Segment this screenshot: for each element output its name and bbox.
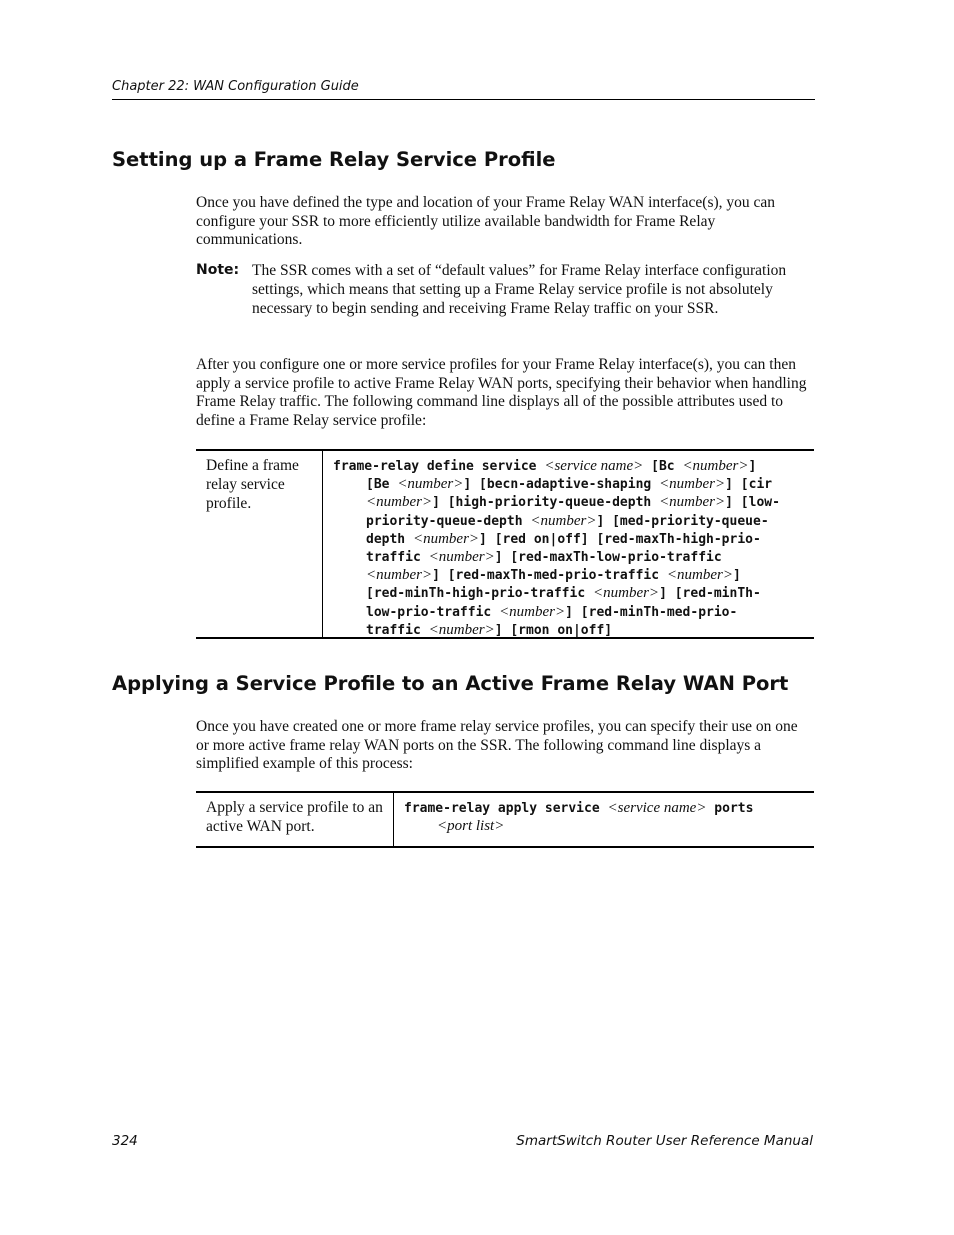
command-description: Apply a service profile to an active WAN port. — [196, 793, 394, 846]
section-title-service-profile: Setting up a Frame Relay Service Profile — [112, 148, 556, 171]
syntax-argument: <number> — [397, 476, 464, 493]
running-header — [112, 79, 815, 100]
section-title-apply-profile: Applying a Service Profile to an Active Frame Relay WAN Port — [112, 672, 789, 695]
define-service-command-table — [196, 449, 814, 639]
syntax-line — [333, 584, 780, 602]
intro-paragraph: Once you have defined the type and location of your Frame Relay WAN interface(s), you can configure your SSR to more efficiently utilize available bandwidth for Frame Relay communications. — [196, 194, 776, 249]
syntax-keyword: ] [red-minTh-med-prio- — [565, 604, 738, 620]
syntax-keyword: [Bc — [643, 459, 683, 474]
syntax-keyword: ] [red-maxTh-low-prio-traffic — [494, 550, 722, 566]
syntax-argument: <number> — [659, 476, 726, 493]
manual-title: SmartSwitch Router User Reference Manual — [516, 1133, 813, 1149]
syntax-keyword: priority-queue-depth — [366, 513, 531, 529]
syntax-argument: <number> — [666, 567, 733, 584]
chapter-title: Chapter 22: WAN Configuration Guide — [112, 79, 359, 94]
syntax-argument: <number> — [412, 530, 480, 547]
syntax-line — [404, 799, 753, 817]
syntax-argument: <number> — [428, 549, 495, 566]
syntax-argument: <number> — [428, 621, 495, 638]
note-label: Note: — [196, 262, 240, 278]
syntax-keyword: traffic — [366, 550, 429, 566]
syntax-keyword: ] [red-maxTh-med-prio-traffic — [432, 568, 667, 584]
syntax-keyword: traffic — [366, 622, 429, 638]
syntax-keyword: ] — [748, 459, 757, 474]
syntax-argument: <number> — [592, 585, 660, 602]
syntax-keyword: ] [rmon on|off] — [494, 622, 613, 638]
syntax-argument: <number> — [530, 512, 597, 529]
syntax-line — [333, 603, 780, 621]
syntax-keyword: ] [becn-adaptive-shaping — [463, 477, 660, 493]
syntax-keyword: depth — [366, 531, 413, 547]
syntax-argument: <port list> — [437, 818, 505, 835]
syntax-keyword: low-prio-traffic — [366, 604, 500, 620]
page-number: 324 — [112, 1133, 138, 1149]
syntax-line — [333, 621, 780, 639]
syntax-line — [333, 530, 780, 548]
syntax-line — [333, 566, 780, 584]
syntax-argument: <number> — [659, 494, 726, 511]
syntax-keyword: ports — [706, 801, 754, 816]
syntax-keyword: ] — [732, 568, 741, 584]
syntax-keyword: ] [low- — [725, 495, 780, 511]
syntax-keyword: ] [red-minTh- — [659, 586, 761, 602]
command-description: Define a frame relay service profile. — [196, 451, 323, 637]
syntax-line — [333, 475, 780, 493]
syntax-argument: <service name> — [607, 800, 707, 816]
syntax-keyword: [red-minTh-high-prio-traffic — [366, 586, 593, 602]
syntax-argument: <number> — [682, 458, 749, 474]
syntax-line — [333, 493, 780, 511]
syntax-keyword: ] [cir — [725, 477, 773, 493]
syntax-keyword: [Be — [366, 477, 398, 493]
syntax-line — [333, 548, 780, 566]
profile-paragraph: After you configure one or more service profiles for your Frame Relay interface(s), you can then apply a service profile to active Frame Relay WAN ports, specifying their behavior when handling Frame Relay traffic. The following command line displays all of the possible attributes used to define a Frame Relay service profile: — [196, 356, 807, 430]
syntax-keyword: ] [red on|off] [red-maxTh-high-prio- — [479, 531, 761, 547]
note-text: The SSR comes with a set of “default values” for Frame Relay interface configuration settings, which means that setting up a Frame Relay service profile is not absolutely necessary to begin sending and receiving Frame Relay traffic on your SSR. — [252, 262, 787, 317]
syntax-argument: <number> — [366, 567, 433, 584]
syntax-keyword: ] [high-priority-queue-depth — [432, 495, 660, 511]
syntax-keyword: ] [med-priority-queue- — [596, 513, 769, 529]
apply-intro-paragraph: Once you have created one or more frame relay service profiles, you can specify their use on one or more active frame relay WAN ports on the SSR. The following command line displays a simplified example of this process: — [196, 718, 798, 773]
apply-service-command-table — [196, 791, 814, 848]
syntax-keyword: frame-relay define service — [333, 459, 545, 474]
command-syntax — [323, 451, 788, 637]
syntax-argument: <number> — [366, 494, 433, 511]
syntax-line — [333, 457, 780, 475]
command-syntax — [394, 793, 761, 846]
syntax-line — [333, 512, 780, 530]
syntax-argument: <number> — [499, 603, 566, 620]
syntax-keyword: frame-relay apply service — [404, 801, 608, 816]
syntax-argument: <service name> — [544, 458, 644, 474]
syntax-line — [404, 817, 753, 835]
